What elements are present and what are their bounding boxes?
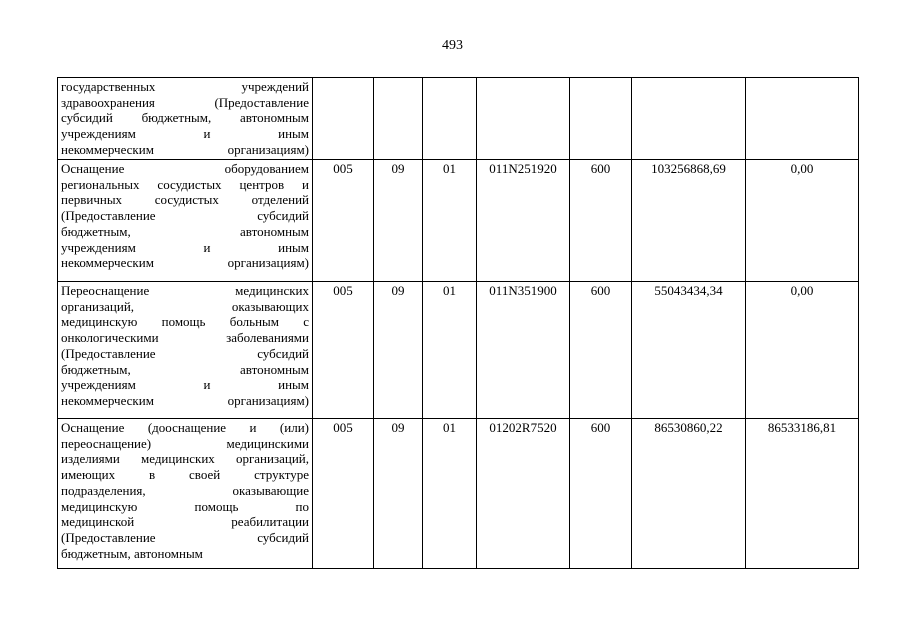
ministry-code-cell — [313, 78, 374, 160]
description-line: (Предоставление субсидий — [61, 208, 309, 224]
description-line: субсидий бюджетным, автономным — [61, 110, 309, 126]
description-cell — [58, 78, 313, 160]
description-line: (Предоставление субсидий — [61, 529, 309, 545]
amount-year2-cell — [746, 78, 859, 160]
table-row — [58, 419, 859, 569]
amount-year2-cell: 0,00 — [746, 282, 859, 419]
target-article-cell — [477, 78, 570, 160]
section-code-cell: 09 — [374, 419, 423, 569]
expense-type-cell: 600 — [570, 282, 632, 419]
table-row — [58, 78, 859, 160]
description-cell — [58, 282, 313, 419]
description-line: медицинскую помощь по — [61, 498, 309, 514]
description-line: первичных сосудистых отделений — [61, 192, 309, 208]
description-line: изделиями медицинских организаций, — [61, 451, 309, 467]
description-line: учреждениям и иным — [61, 377, 309, 393]
description-line: учреждениям и иным — [61, 239, 309, 255]
description-line: Переоснащение медицинских — [61, 283, 309, 298]
subsection-code-cell — [423, 78, 477, 160]
ministry-code-cell: 005 — [313, 282, 374, 419]
amount-year1-cell: 103256868,69 — [632, 160, 746, 282]
section-code-cell: 09 — [374, 160, 423, 282]
section-code-cell: 09 — [374, 282, 423, 419]
section-code-cell — [374, 78, 423, 160]
description-line: подразделения, оказывающие — [61, 482, 309, 498]
ministry-code-cell: 005 — [313, 160, 374, 282]
amount-year1-cell: 86530860,22 — [632, 419, 746, 569]
description-line: организаций, оказывающих — [61, 298, 309, 314]
expense-type-cell — [570, 78, 632, 160]
description-line: медицинскую помощь больным с — [61, 314, 309, 330]
description-line: бюджетным, автономным — [61, 545, 203, 561]
amount-year1-cell: 55043434,34 — [632, 282, 746, 419]
ministry-code-cell: 005 — [313, 419, 374, 569]
description-line: (Предоставление субсидий — [61, 345, 309, 361]
description-line: бюджетным, автономным — [61, 361, 309, 377]
description-line: Оснащение (дооснащение и (или) — [61, 420, 309, 435]
page-number: 493 — [442, 38, 463, 53]
amount-year2-cell: 0,00 — [746, 160, 859, 282]
description-cell — [58, 160, 313, 282]
target-article-cell: 011N251920 — [477, 160, 570, 282]
description-line: некоммерческим организациям) — [61, 255, 309, 271]
description-line: Оснащение оборудованием — [61, 161, 309, 176]
description-line: бюджетным, автономным — [61, 223, 309, 239]
target-article-cell: 011N351900 — [477, 282, 570, 419]
amount-year2-cell: 86533186,81 — [746, 419, 859, 569]
table-body — [58, 78, 859, 569]
description-line: некоммерческим организациям) — [61, 141, 309, 157]
description-line: онкологическими заболеваниями — [61, 330, 309, 346]
budget-table — [57, 77, 859, 569]
description-line: государственных учреждений — [61, 79, 309, 94]
target-article-cell: 01202R7520 — [477, 419, 570, 569]
expense-type-cell: 600 — [570, 160, 632, 282]
description-line: медицинской реабилитации — [61, 514, 309, 530]
subsection-code-cell: 01 — [423, 160, 477, 282]
description-line: переоснащение) медицинскими — [61, 435, 309, 451]
description-cell — [58, 419, 313, 569]
description-line: региональных сосудистых центров и — [61, 176, 309, 192]
expense-type-cell: 600 — [570, 419, 632, 569]
subsection-code-cell: 01 — [423, 419, 477, 569]
subsection-code-cell: 01 — [423, 282, 477, 419]
table-row — [58, 282, 859, 419]
description-line: некоммерческим организациям) — [61, 392, 309, 408]
description-line: имеющих в своей структуре — [61, 467, 309, 483]
table-row — [58, 160, 859, 282]
amount-year1-cell — [632, 78, 746, 160]
description-line: здравоохранения (Предоставление — [61, 94, 309, 110]
description-line: учреждениям и иным — [61, 126, 309, 142]
